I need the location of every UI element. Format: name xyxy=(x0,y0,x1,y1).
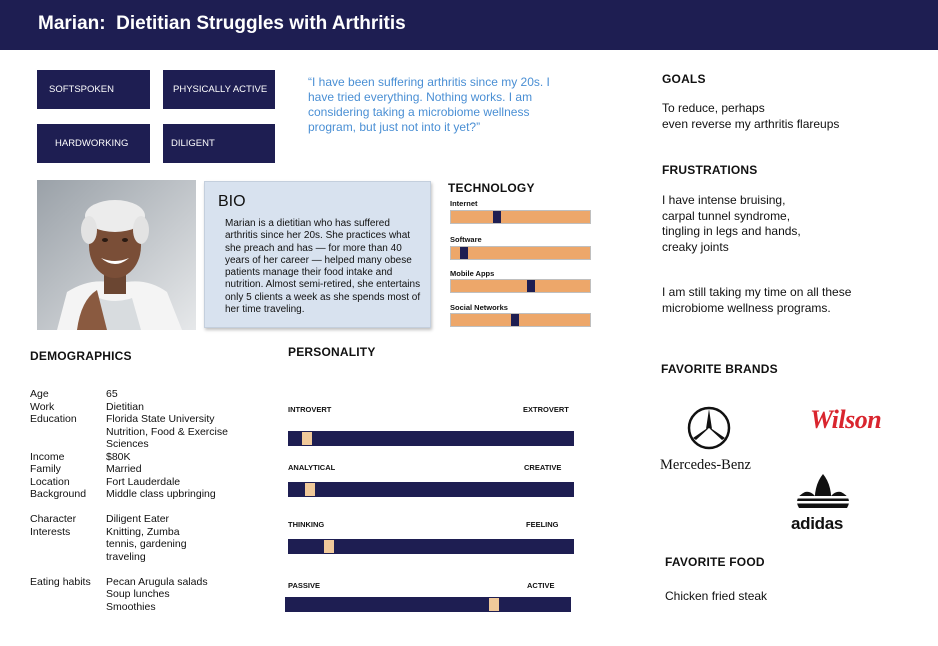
demographics-value: Pecan Arugula salads xyxy=(106,575,208,588)
frustrations-line: I have intense bruising, xyxy=(662,193,786,207)
personality-scale-passive-active xyxy=(285,597,571,612)
demographics-label: Age xyxy=(30,388,49,400)
trait-hardworking: HARDWORKING xyxy=(37,124,150,163)
personality-level-marker xyxy=(305,483,315,496)
bio-title: BIO xyxy=(218,193,246,210)
trait-diligent: DILIGENT xyxy=(163,124,275,163)
tech-level-marker xyxy=(511,314,519,326)
personality-scale-analytical-creative xyxy=(288,482,574,497)
tech-label-internet: Internet xyxy=(450,199,478,208)
page-title: Marian: Dietitian Struggles with Arthritis xyxy=(38,13,406,34)
demographics-values xyxy=(106,388,256,613)
personality-scale-introvert-extrovert xyxy=(288,431,574,446)
demographics-value: Smoothies xyxy=(106,600,156,613)
goals-line: even reverse my arthritis flareups xyxy=(662,116,840,131)
demographics-value: traveling xyxy=(106,550,146,563)
demographics-value: Sciences xyxy=(106,438,149,450)
trait-softspoken: SOFTSPOKEN xyxy=(37,70,150,109)
tech-bar-mobile-apps xyxy=(450,279,591,293)
trait-physically-active: PHYSICALLY ACTIVE xyxy=(163,70,275,109)
demographics-labels xyxy=(30,388,108,613)
goals-line: To reduce, perhaps xyxy=(662,101,765,115)
demographics-label xyxy=(30,501,108,514)
demographics-label: Work xyxy=(30,400,55,413)
demographics-label xyxy=(30,438,108,451)
demographics-label: Education xyxy=(30,413,77,425)
bio-card xyxy=(204,181,431,328)
adidas-trefoil-logo-icon xyxy=(791,470,855,517)
demographics-label: Family xyxy=(30,463,61,475)
demographics-value: Diligent Eater xyxy=(106,513,170,525)
demographics-label xyxy=(30,551,108,564)
demographics-title: DEMOGRAPHICS xyxy=(30,349,132,363)
demographics-value xyxy=(106,563,256,576)
demographics-value: 65 xyxy=(106,388,118,400)
demographics-value: $80K xyxy=(106,450,131,463)
demographics-value: Knitting, Zumba xyxy=(106,525,180,538)
frustrations-text xyxy=(662,193,801,255)
frustrations-title: FRUSTRATIONS xyxy=(662,163,758,177)
demographics-value: Fort Lauderdale xyxy=(106,475,181,488)
persona-photo-icon xyxy=(37,180,196,330)
demographics-label: Background xyxy=(30,488,87,500)
demographics-label: Eating habits xyxy=(30,575,91,588)
adidas-wordmark: adidas xyxy=(791,514,844,533)
tech-bar-internet xyxy=(450,210,591,224)
demographics-value: Soup lunches xyxy=(106,588,170,600)
frustrations-line: I am still taking my time on all these xyxy=(662,285,852,299)
demographics-label xyxy=(30,601,108,614)
wilson-wordmark: Wilson xyxy=(810,405,882,434)
demographics-label xyxy=(30,426,108,439)
tech-bar-social-networks xyxy=(450,313,591,327)
food-text: Chicken fried steak xyxy=(665,589,768,603)
personality-right-label: EXTROVERT xyxy=(523,405,569,414)
personality-right-label: FEELING xyxy=(526,520,559,529)
persona-quote: “I have been suffering arthritis since my 20s. I have tried everything. Nothing works. I am considering taking a microbiome wellness program, but just not into it yet?” xyxy=(308,75,550,134)
demographics-value: Nutrition, Food & Exercise xyxy=(106,425,228,438)
demographics-value: Middle class upbringing xyxy=(106,488,216,500)
goals-text xyxy=(662,101,839,132)
demographics-value: Florida State University xyxy=(106,413,215,425)
mercedes-benz-wordmark: Mercedes-Benz xyxy=(660,457,751,473)
personality-scale-thinking-feeling xyxy=(288,539,574,554)
demographics-label: Income xyxy=(30,450,65,463)
personality-left-label: ANALYTICAL xyxy=(288,463,336,472)
frustrations-line: carpal tunnel syndrome, xyxy=(662,208,791,223)
demographics-value xyxy=(106,501,256,514)
food-title: FAVORITE FOOD xyxy=(665,555,765,569)
mercedes-benz-logo-icon xyxy=(686,405,732,456)
demographics-label xyxy=(30,563,108,576)
demographics-label xyxy=(30,538,108,551)
personality-level-marker xyxy=(302,432,312,445)
tech-level-marker xyxy=(460,247,468,259)
demographics-value: Married xyxy=(106,463,142,475)
personality-right-label: CREATIVE xyxy=(524,463,562,472)
tech-level-marker xyxy=(493,211,501,223)
demographics-label: Location xyxy=(30,475,70,488)
personality-level-marker xyxy=(489,598,499,611)
persona-photo xyxy=(37,180,196,330)
personality-title: PERSONALITY xyxy=(288,345,376,359)
personality-left-label: THINKING xyxy=(288,520,325,529)
frustrations-line: tingling in legs and hands, xyxy=(662,224,801,238)
personality-right-label: ACTIVE xyxy=(527,581,555,590)
tech-label-social-networks: Social Networks xyxy=(450,303,508,312)
tech-bar-software xyxy=(450,246,591,260)
demographics-value: Dietitian xyxy=(106,400,144,413)
frustrations-line: microbiome wellness programs. xyxy=(662,300,831,315)
demographics-label: Character xyxy=(30,513,77,525)
personality-level-marker xyxy=(324,540,334,553)
goals-title: GOALS xyxy=(662,72,706,86)
technology-title: TECHNOLOGY xyxy=(448,181,535,195)
frustrations-line: creaky joints xyxy=(662,239,729,254)
tech-label-software: Software xyxy=(450,235,482,244)
bio-text: Marian is a dietitian who has suffered arthritis since her 20s. She practices what she preach and has — for more than 40 years of her career — helped many obese patients manage their food intake and nutrition. Almost semi-retired, she entertains only 5 clients a week as she spends most of her time traveling. xyxy=(225,218,421,316)
frustrations-text-2 xyxy=(662,285,851,316)
tech-label-mobile-apps: Mobile Apps xyxy=(450,269,495,278)
personality-left-label: PASSIVE xyxy=(288,581,320,590)
personality-left-label: INTROVERT xyxy=(288,405,332,414)
demographics-label: Interests xyxy=(30,525,71,538)
demographics-value: tennis, gardening xyxy=(106,538,187,550)
demographics-label xyxy=(30,588,108,601)
brands-title: FAVORITE BRANDS xyxy=(661,362,778,376)
tech-level-marker xyxy=(527,280,535,292)
